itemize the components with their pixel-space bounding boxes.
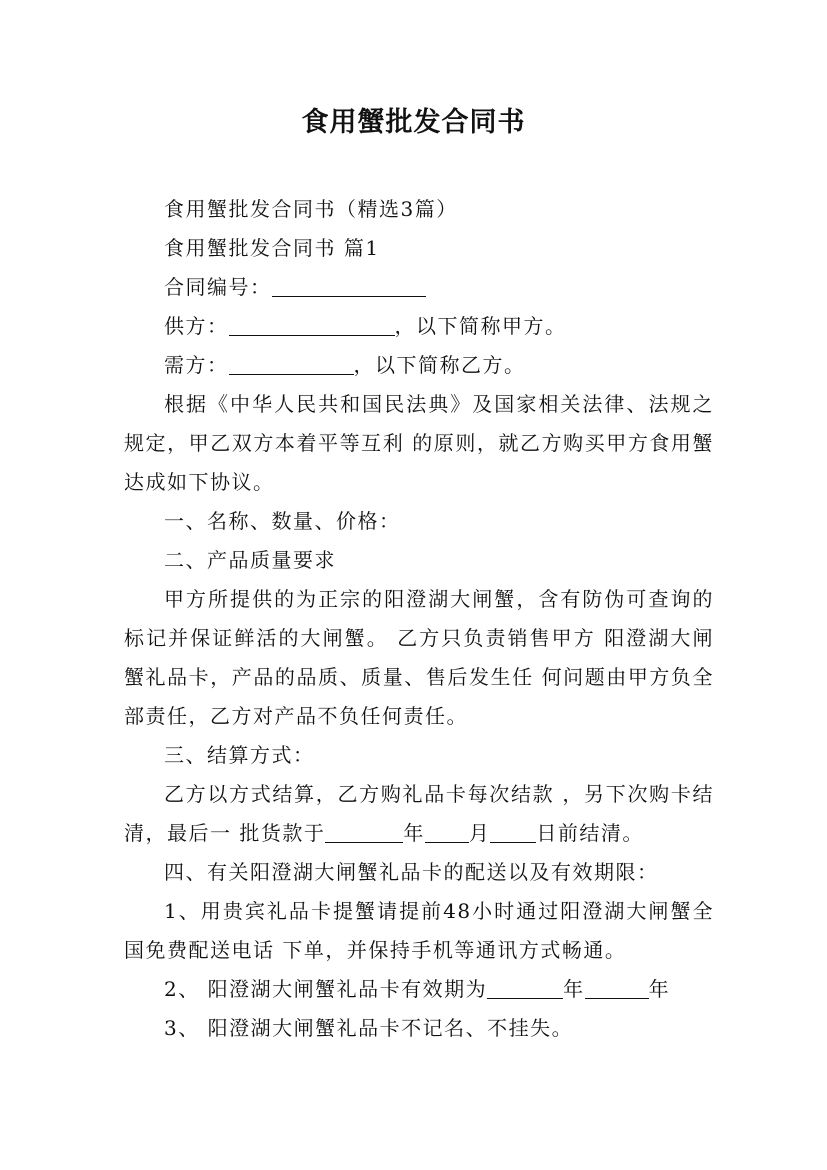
validity-start-blank xyxy=(487,978,563,999)
subtitle: 食用蟹批发合同书（精选3篇） xyxy=(164,197,458,221)
validity-label: 2、 阳澄湖大闸蟹礼品卡有效期为 xyxy=(164,977,488,1001)
settlement-text: 乙方以方式结算，乙方购礼品卡每次结款 ，另下次购卡结清，最后一 批货款于 xyxy=(124,782,714,845)
intro-paragraph: 根据《中华人民共和国民法典》及国家相关法律、法规之规定，甲乙双方本着平等互利 的原则，就乙方购买甲方食用蟹达成如下协议。 xyxy=(124,392,714,494)
section-1-heading: 一、名称、数量、价格： xyxy=(164,509,401,533)
supplier-blank xyxy=(229,315,395,336)
section-4-heading: 四、有关阳澄湖大闸蟹礼品卡的配送以及有效期限： xyxy=(164,860,659,884)
settlement-day-blank xyxy=(490,822,536,843)
settlement-paragraph xyxy=(124,775,714,853)
delivery-item-1: 1、用贵宾礼品卡提蟹请提前48小时通过阳澄湖大闸蟹全国免费配送电话 下单，并保持手机等通讯方式畅通。 xyxy=(124,899,714,962)
contract-number-label: 合同编号： xyxy=(164,275,272,299)
settlement-month-blank xyxy=(425,822,469,843)
supplier-suffix: ，以下简称甲方。 xyxy=(394,314,567,338)
settlement-end: 日前结清。 xyxy=(536,821,644,845)
buyer-label: 需方： xyxy=(164,353,229,377)
validity-start-year: 年 xyxy=(563,977,585,1001)
buyer-line xyxy=(124,346,714,385)
quality-paragraph: 甲方所提供的为正宗的阳澄湖大闸蟹，含有防伪可查询的标记并保证鲜活的大闸蟹。 乙方只负责销售甲方 阳澄湖大闸蟹礼品卡，产品的品质、质量、售后发生任 何问题由甲方负全部责任，乙方对产品不负任何责任。 xyxy=(124,587,714,728)
supplier-label: 供方： xyxy=(164,314,229,338)
validity-end-blank xyxy=(585,978,649,999)
delivery-item-2 xyxy=(124,970,714,1009)
buyer-blank xyxy=(229,354,354,375)
contract-number-blank xyxy=(272,276,426,297)
settlement-year-blank xyxy=(325,822,403,843)
section-3-heading: 三、结算方式： xyxy=(164,743,315,767)
delivery-item-3: 3、 阳澄湖大闸蟹礼品卡不记名、不挂失。 xyxy=(164,1016,574,1040)
section-2-heading: 二、产品质量要求 xyxy=(164,548,336,572)
part-heading: 食用蟹批发合同书 篇1 xyxy=(164,236,380,260)
settlement-month-label: 月 xyxy=(468,821,491,845)
contract-number-line xyxy=(124,268,714,307)
supplier-line xyxy=(124,307,714,346)
document-title: 食用蟹批发合同书 xyxy=(301,107,526,138)
document-body xyxy=(124,190,714,1048)
buyer-suffix: ，以下简称乙方。 xyxy=(353,353,526,377)
validity-end-year: 年 xyxy=(648,977,671,1001)
settlement-year-label: 年 xyxy=(403,821,425,845)
